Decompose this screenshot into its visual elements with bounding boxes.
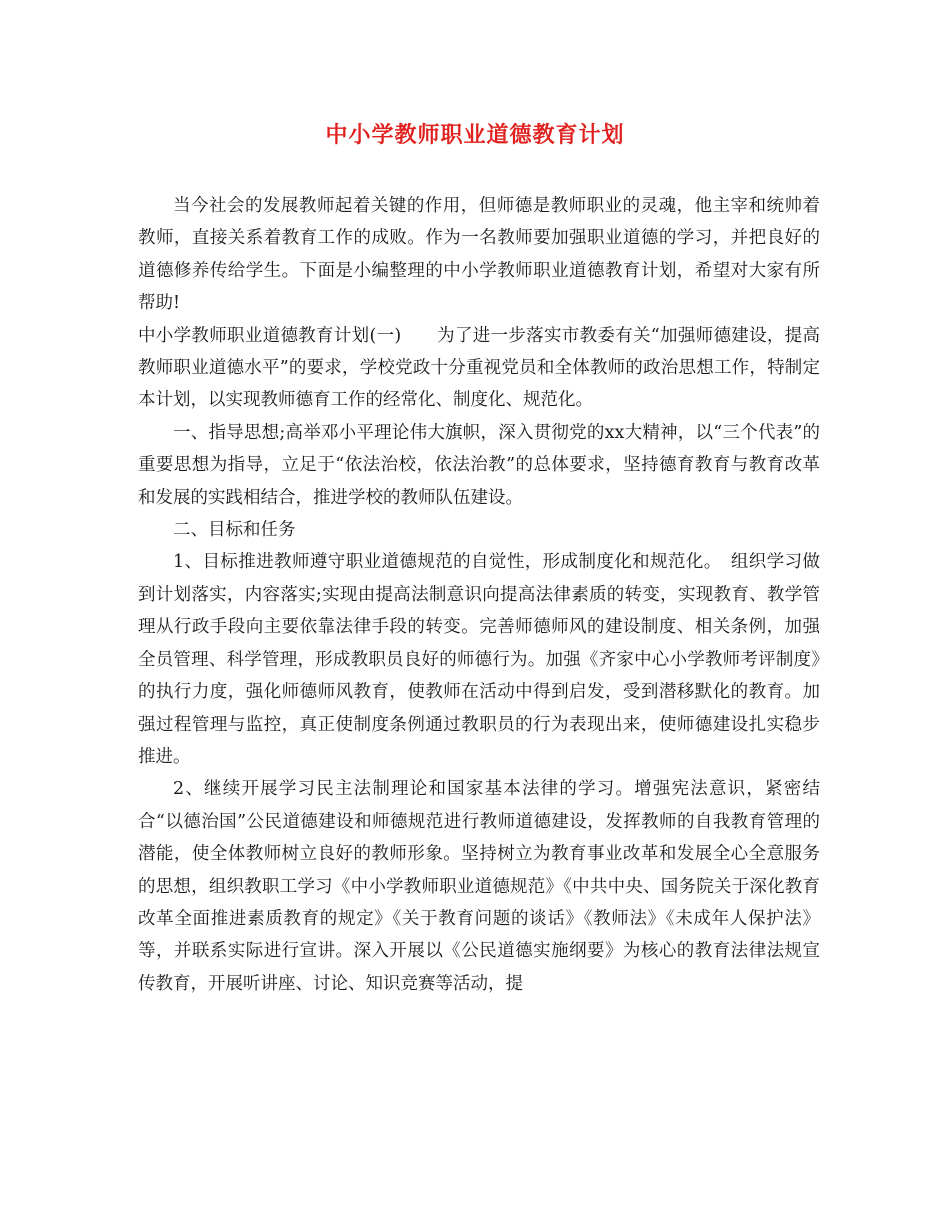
document-title: 中小学教师职业道德教育计划 bbox=[325, 122, 625, 148]
paragraph-plan-one: 中小学教师职业道德教育计划(一) 为了进一步落实市教委有关“加强师德建设，提高教师职业道德水平”的要求，学校党政十分重视党员和全体教师的政治思想工作，特制定本计划，以实现教师德育工作的经常化、制度化、规范化。 bbox=[138, 325, 820, 411]
paragraph-goal-one: 1、目标推进教师遵守职业道德规范的自觉性，形成制度化和规范化。 组织学习做到计划落实，内容落实;实现由提高法制意识向提高法律素质的转变，实现教育、教学管理从行政手段向主要依靠法律手段的转变。完善师德师风的建设制度、相关条例，加强全员管理、科学管理，形成教职员良好的师德行为。加强《齐家中心小学教师考评制度》的执行力度，强化师德师风教育，使教师在活动中得到启发，受到潜移默化的教育。加强过程管理与监控，真正使制度条例通过教职员的行为表现出来，使师德建设扎实稳步推进。 bbox=[138, 552, 820, 767]
paragraph-goals-heading: 二、目标和任务 bbox=[173, 520, 296, 541]
document-body bbox=[138, 190, 820, 1000]
paragraph-guiding-ideology: 一、指导思想;高举邓小平理论伟大旗帜，深入贯彻党的xx大精神，以“三个代表”的重要思想为指导，立足于“依法治校，依法治教”的总体要求，坚持德育教育与教育改革和发展的实践相结合，推进学校的教师队伍建设。 bbox=[138, 422, 820, 508]
paragraph-goal-two: 2、继续开展学习民主法制理论和国家基本法律的学习。增强宪法意识，紧密结合“以德治国”公民道德建设和师德规范进行教师道德建设，发挥教师的自我教育管理的潜能，使全体教师树立良好的教师形象。坚持树立为教育事业改革和发展全心全意服务的思想，组织教职工学习《中小学教师职业道德规范》《中共中央、国务院关于深化教育改革全面推进素质教育的规定》《关于教育问题的谈话》《教师法》《未成年人保护法》等，并联系实际进行宣讲。深入开展以《公民道德实施纲要》为核心的教育法律法规宣传教育，开展听讲座、讨论、知识竞赛等活动，提 bbox=[138, 779, 820, 994]
paragraph-intro: 当今社会的发展教师起着关键的作用，但师德是教师职业的灵魂，他主宰和统帅着教师，直接关系着教育工作的成败。作为一名教师要加强职业道德的学习，并把良好的道德修养传给学生。下面是小编整理的中小学教师职业道德教育计划，希望对大家有所帮助! bbox=[138, 196, 820, 314]
